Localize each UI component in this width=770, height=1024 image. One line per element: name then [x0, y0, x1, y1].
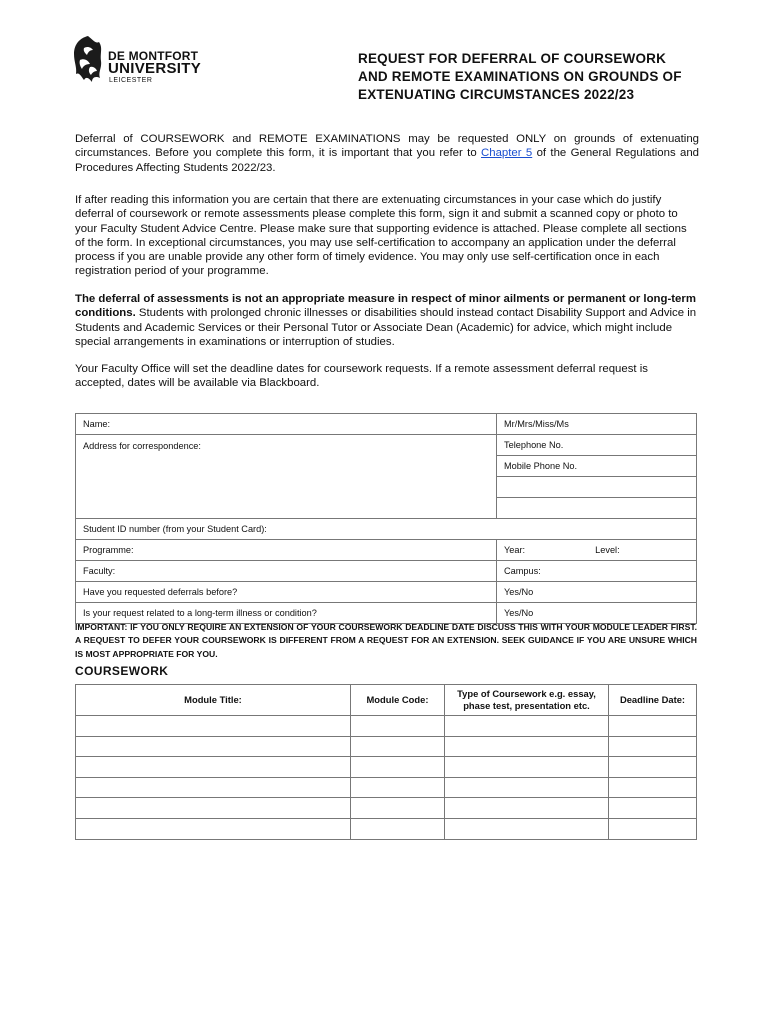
module-code-cell[interactable] — [351, 798, 445, 819]
table-row — [76, 435, 697, 456]
logo-line-1: DE MONTFORT — [108, 49, 199, 63]
long-term-answer[interactable]: Yes/No — [497, 603, 697, 624]
title-field[interactable]: Mr/Mrs/Miss/Ms — [497, 414, 697, 435]
blank-field[interactable] — [497, 498, 697, 519]
module-title-cell[interactable] — [76, 736, 351, 757]
name-field[interactable]: Name: — [76, 414, 497, 435]
faculty-field[interactable]: Faculty: — [76, 561, 497, 582]
table-row — [76, 736, 697, 757]
coursework-type-header — [445, 685, 609, 716]
coursework-type-cell[interactable] — [445, 716, 609, 737]
module-code-cell[interactable] — [351, 777, 445, 798]
table-row — [76, 757, 697, 778]
module-title-cell[interactable] — [76, 757, 351, 778]
module-code-header: Module Code: — [351, 685, 445, 716]
coursework-type-line-1: Type of Coursework e.g. essay, — [457, 688, 596, 699]
deadline-date-header: Deadline Date: — [609, 685, 697, 716]
title-line-3: EXTENUATING CIRCUMSTANCES 2022/23 — [358, 87, 635, 102]
table-row — [76, 798, 697, 819]
module-title-header: Module Title: — [76, 685, 351, 716]
coursework-type-cell[interactable] — [445, 818, 609, 839]
campus-field[interactable]: Campus: — [497, 561, 697, 582]
chapter-5-link[interactable]: Chapter 5 — [481, 147, 533, 160]
deferrals-before-answer[interactable]: Yes/No — [497, 582, 697, 603]
intro-paragraph-1 — [75, 132, 699, 175]
intro-paragraph-3 — [75, 292, 699, 349]
coursework-type-line-2: phase test, presentation etc. — [463, 700, 590, 711]
table-row — [76, 818, 697, 839]
table-row — [76, 777, 697, 798]
form-title — [358, 50, 718, 104]
coursework-table — [75, 684, 697, 840]
coursework-heading: COURSEWORK — [75, 664, 169, 678]
title-line-2: AND REMOTE EXAMINATIONS ON GROUNDS OF — [358, 69, 682, 84]
deadline-date-cell[interactable] — [609, 777, 697, 798]
deadline-date-cell[interactable] — [609, 818, 697, 839]
module-code-cell[interactable] — [351, 736, 445, 757]
logo-line-3: LEICESTER — [109, 77, 153, 84]
programme-field[interactable]: Programme: — [76, 540, 497, 561]
module-code-cell[interactable] — [351, 757, 445, 778]
intro-p2-text: If after reading this information you are certain that there are extenuating circumstances in your case which do justify deferral of coursework or remote assessments please complete this form, sign it and submit a scanned copy or photo to your Faculty Student Advice Centre. Please make sure that supporting evidence is attached. Please complete all sections of the form. In exceptional circumstances, you may use self-certification to accompany an application under the deferral process if you are unable provide any other form of timely evidence. You may only use self-certification once in each registration period of your programme. — [75, 194, 687, 278]
level-label: Level: — [595, 545, 620, 555]
year-level-field[interactable] — [497, 540, 697, 561]
intro-paragraph-2 — [75, 193, 699, 279]
student-details-table — [75, 413, 697, 624]
table-header-row — [76, 685, 697, 716]
blank-field[interactable] — [497, 477, 697, 498]
module-title-cell[interactable] — [76, 716, 351, 737]
deferrals-before-question: Have you requested deferrals before? — [76, 582, 497, 603]
long-term-question: Is your request related to a long-term illness or condition? — [76, 603, 497, 624]
intro-p3-text: Students with prolonged chronic illnesses or disabilities should instead contact Disability Support and Advice in Students and Academic Services or their Personal Tutor or Associate Dean (Academic) for advice, which might include special arrangements in examinations or interruption of studies. — [75, 307, 697, 348]
address-field[interactable]: Address for correspondence: — [76, 435, 497, 519]
telephone-field[interactable]: Telephone No. — [497, 435, 697, 456]
deadline-date-cell[interactable] — [609, 716, 697, 737]
lion-crest-icon — [70, 34, 106, 86]
table-row — [76, 414, 697, 435]
coursework-type-cell[interactable] — [445, 798, 609, 819]
important-notice: IMPORTANT: IF YOU ONLY REQUIRE AN EXTENSION OF YOUR COURSEWORK DEADLINE DATE DISCUSS THIS WITH YOUR MODULE LEADER FIRST. A REQUEST TO DEFER YOUR COURSEWORK IS DIFFERENT FROM A REQUEST FOR AN EXTENSION. SEEK GUIDANCE IF YOU ARE UNSURE WHICH IS MOST APPROPRIATE FOR YOU. — [75, 622, 697, 659]
table-row — [76, 519, 697, 540]
module-code-cell[interactable] — [351, 716, 445, 737]
intro-paragraph-4 — [75, 362, 699, 391]
intro-p1-text-end: of the General Regulations and Procedures Affecting Students 2022/23. — [75, 147, 700, 174]
coursework-type-cell[interactable] — [445, 777, 609, 798]
coursework-type-cell[interactable] — [445, 736, 609, 757]
student-id-field[interactable]: Student ID number (from your Student Card): — [76, 519, 697, 540]
module-title-cell[interactable] — [76, 818, 351, 839]
mobile-field[interactable]: Mobile Phone No. — [497, 456, 697, 477]
deadline-date-cell[interactable] — [609, 798, 697, 819]
table-row — [76, 540, 697, 561]
module-code-cell[interactable] — [351, 818, 445, 839]
intro-p3-bold: The deferral of assessments is not an appropriate measure in respect of minor ailments or permanent or long-term conditions. — [75, 293, 696, 320]
year-label: Year: — [504, 545, 526, 555]
logo-line-2: UNIVERSITY — [108, 60, 202, 77]
coursework-type-cell[interactable] — [445, 757, 609, 778]
title-line-1: REQUEST FOR DEFERRAL OF COURSEWORK — [358, 51, 667, 66]
university-logo — [70, 34, 210, 88]
deadline-date-cell[interactable] — [609, 757, 697, 778]
table-row — [76, 582, 697, 603]
table-row — [76, 561, 697, 582]
module-title-cell[interactable] — [76, 777, 351, 798]
deadline-date-cell[interactable] — [609, 736, 697, 757]
intro-p4-text: Your Faculty Office will set the deadline dates for coursework requests. If a remote assessment deferral request is accepted, dates will be available via Blackboard. — [75, 363, 648, 390]
table-row — [76, 716, 697, 737]
module-title-cell[interactable] — [76, 798, 351, 819]
intro-p1-text: Deferral of COURSEWORK and REMOTE EXAMINATIONS may be requested ONLY on grounds of extenuating circumstances. Before you complete this form, it is important that you refer to — [75, 133, 699, 160]
